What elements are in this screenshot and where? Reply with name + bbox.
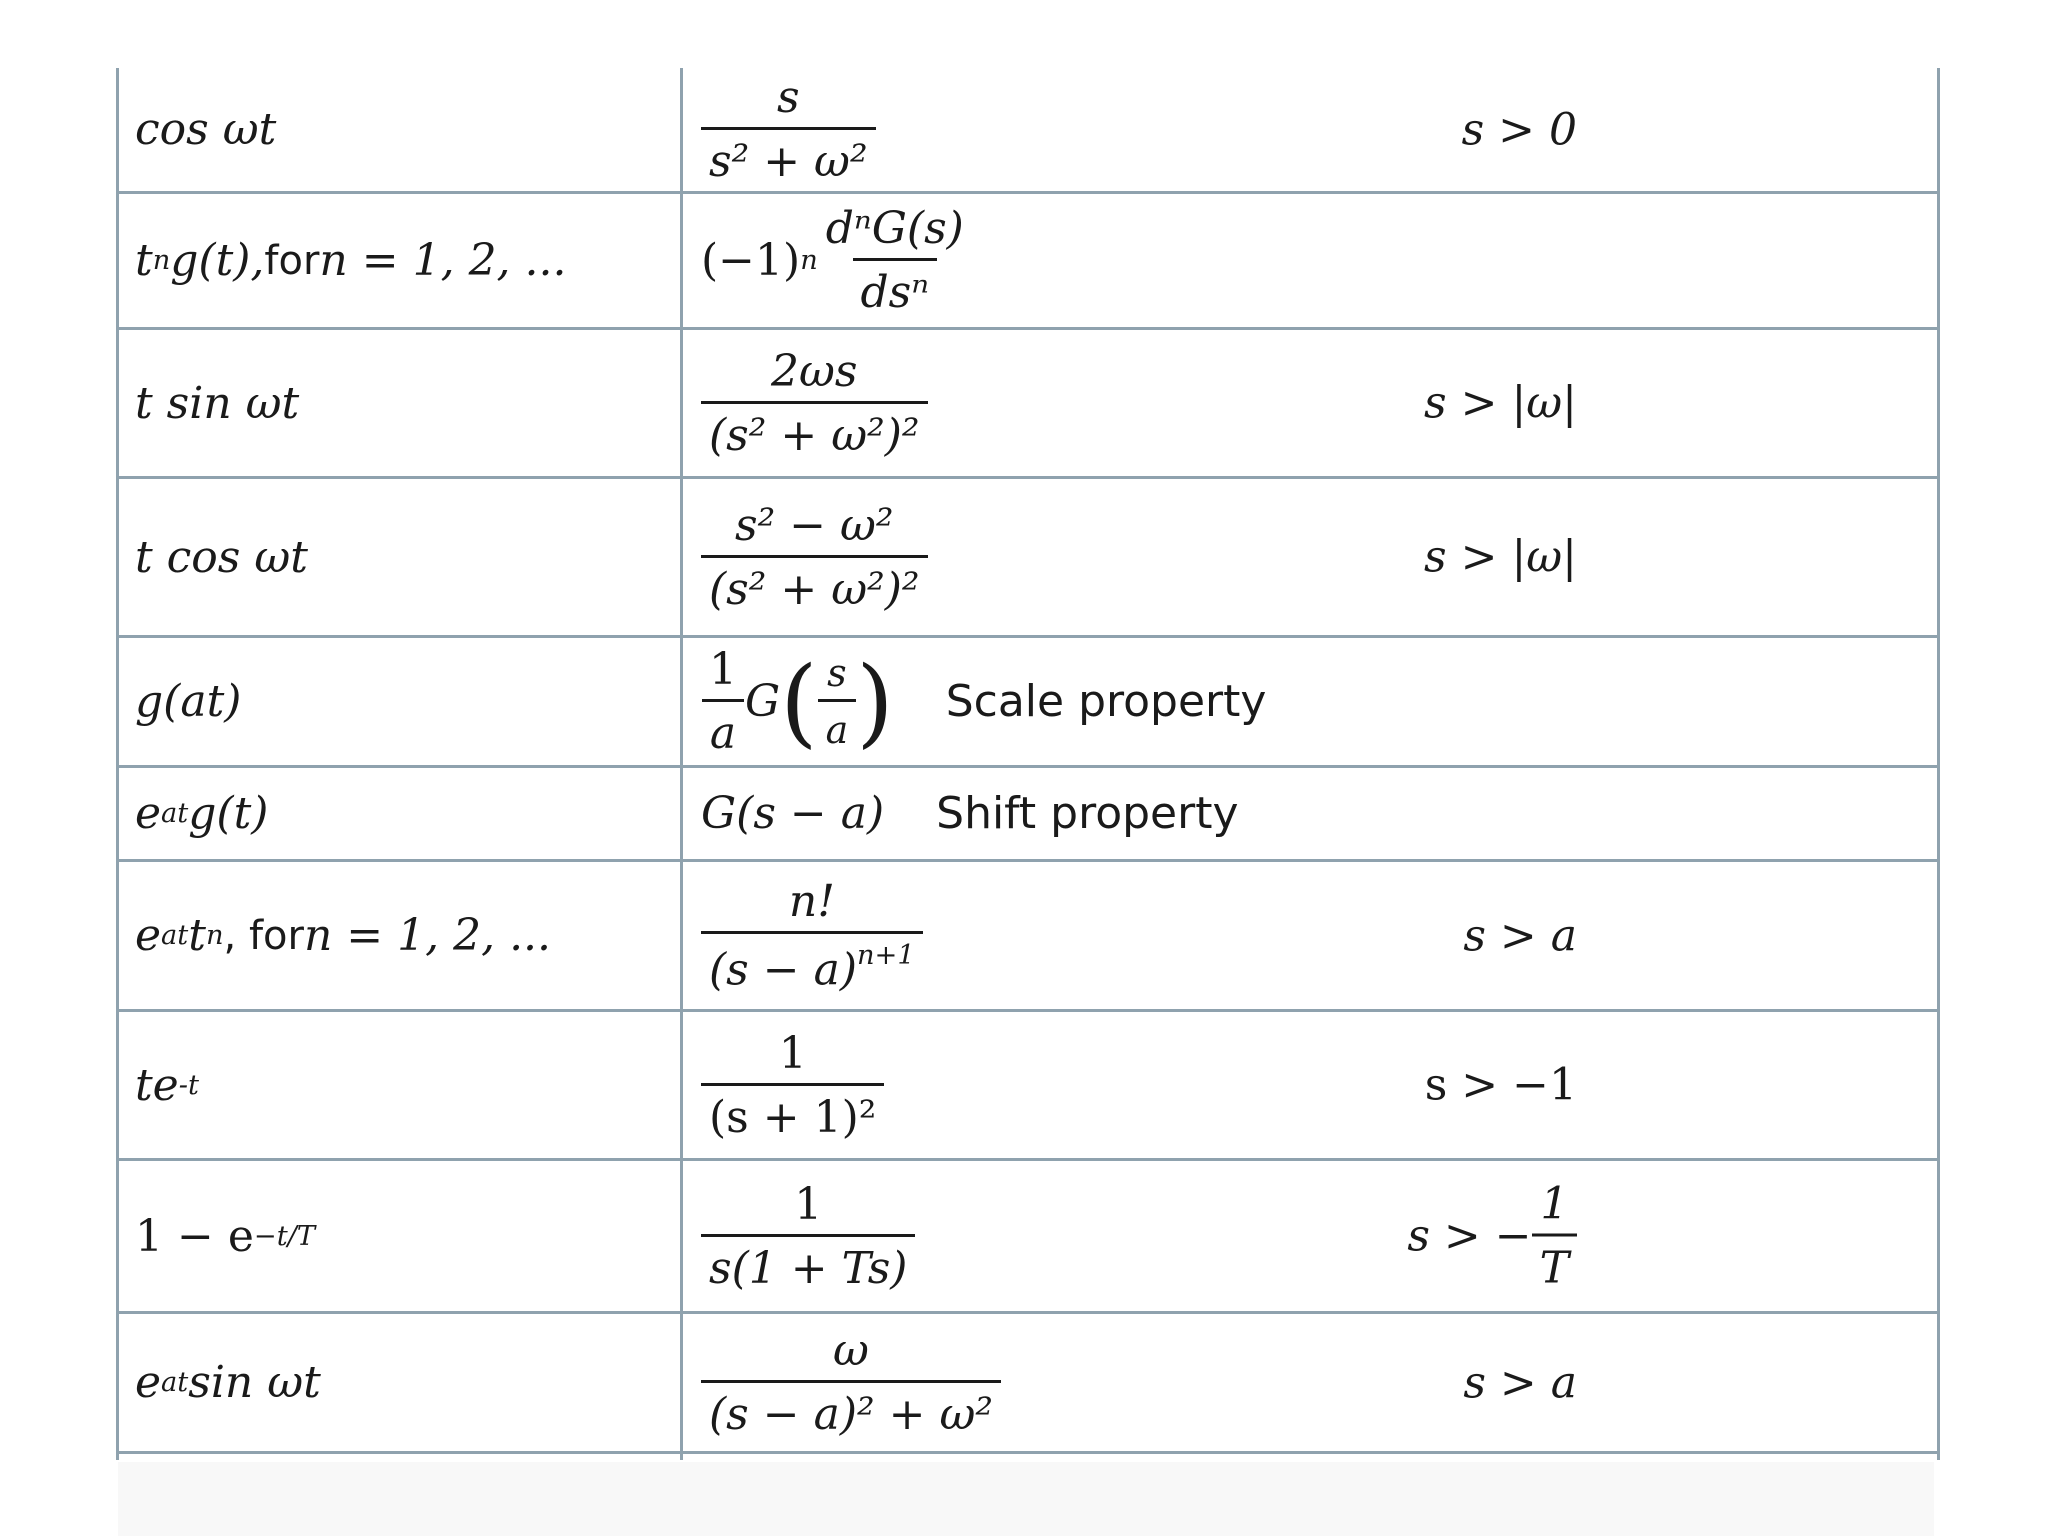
fraction-numerator: 1: [794, 1178, 823, 1230]
function-exponent: at: [161, 798, 189, 829]
region-of-convergence: s > a: [1463, 1357, 1577, 1408]
fraction-numerator: n!: [788, 875, 835, 927]
transform-cell: [683, 330, 1937, 476]
function-expression: t sin ωt: [135, 377, 300, 429]
function-base: t: [135, 235, 153, 286]
table-row: [119, 768, 1937, 862]
transform-cell: [683, 1012, 1937, 1158]
fraction-numerator: s: [776, 72, 800, 123]
function-exponent: n: [152, 245, 171, 276]
transform-cell: [683, 638, 1937, 765]
table-row: [119, 1314, 1937, 1454]
fraction-denominator: a: [702, 699, 744, 759]
function-cell: [119, 330, 683, 476]
fraction-numerator: s² − ω²: [734, 499, 894, 551]
table-row: [119, 68, 1937, 194]
table-row: [119, 1012, 1937, 1161]
fraction-denominator: [701, 931, 923, 995]
transform-fraction: [701, 876, 923, 995]
function-base: e: [135, 1357, 162, 1408]
function-tail: n = 1, 2, ...: [319, 235, 567, 286]
transform-fraction: [701, 346, 928, 461]
transform-cell: [683, 768, 1937, 859]
function-base: te: [135, 1059, 179, 1111]
function-rest: t: [188, 910, 206, 961]
fraction-denominator: (s² + ω²)²: [701, 555, 928, 615]
region-of-convergence: [1407, 1179, 1577, 1294]
transform-fraction: [701, 500, 928, 615]
region-of-convergence: s > −1: [1424, 1059, 1577, 1111]
function-base: e: [135, 910, 162, 961]
transform-fraction: [701, 72, 876, 187]
function-exponent: −t/T: [253, 1220, 316, 1252]
region-of-convergence: s > |ω|: [1424, 377, 1577, 429]
transform-cell: [683, 194, 1937, 327]
denominator-base: (s − a): [709, 944, 857, 996]
function-rest: g(t): [188, 788, 269, 839]
condition-prefix: s > −: [1407, 1210, 1532, 1262]
laplace-transform-table: [116, 68, 1940, 1460]
transform-cell: [683, 1454, 1937, 1460]
fraction-denominator: (s + 1)²: [701, 1083, 884, 1143]
table-row: [119, 862, 1937, 1012]
scale-factor-fraction: [701, 644, 745, 759]
fraction-numerator: 1: [1540, 1178, 1569, 1230]
region-of-convergence: s > |ω|: [1424, 531, 1577, 583]
table-row-truncated: [119, 1454, 1937, 1460]
table-row: [119, 638, 1937, 768]
denominator-exponent: n+1: [856, 939, 915, 971]
argument-fraction: [818, 651, 857, 752]
function-exponent: at: [161, 1367, 189, 1398]
transform-fraction: [818, 203, 972, 318]
fraction-denominator: dsⁿ: [853, 258, 938, 318]
function-rest: g(t),: [170, 235, 265, 286]
function-base: e: [135, 788, 162, 839]
condition-fraction: [1532, 1179, 1577, 1294]
fraction-denominator: s(1 + Ts): [701, 1234, 915, 1294]
function-cell: [119, 68, 683, 191]
function-cell: [119, 638, 683, 765]
transform-cell: [683, 1314, 1937, 1451]
transform-function: G: [745, 676, 781, 727]
function-cell: [119, 1454, 683, 1460]
fraction-numerator: dⁿG(s): [825, 203, 964, 254]
page-footer-band: [118, 1462, 1934, 1536]
function-rest: sin ωt: [188, 1357, 321, 1408]
region-of-convergence: s > 0: [1461, 104, 1577, 155]
transform-prefix: (−1): [701, 235, 801, 286]
fraction-numerator: 2ωs: [771, 345, 858, 397]
table-row: [119, 330, 1937, 479]
function-cell: [119, 1314, 683, 1451]
function-cell: [119, 1012, 683, 1158]
function-base: 1 − e: [135, 1210, 254, 1262]
transform-fraction: [701, 1325, 1001, 1440]
function-exponent: at: [161, 920, 189, 951]
function-cell: [119, 768, 683, 859]
table-row: [119, 479, 1937, 638]
transform-cell: [683, 862, 1937, 1009]
function-exponent: -t: [178, 1069, 199, 1101]
function-note: , for: [223, 912, 304, 959]
transform-cell: [683, 1161, 1937, 1311]
fraction-denominator: T: [1532, 1234, 1577, 1294]
function-expression: t cos ωt: [135, 531, 308, 583]
transform-prefix-exponent: n: [800, 245, 818, 276]
table-row: [119, 194, 1937, 330]
property-note: Shift property: [936, 788, 1239, 839]
function-cell: [119, 862, 683, 1009]
fraction-denominator: (s² + ω²)²: [701, 401, 928, 461]
fraction-numerator: 1: [778, 1027, 807, 1079]
function-expression: g(at): [135, 676, 242, 727]
left-paren: (: [780, 645, 818, 758]
function-tail: n = 1, 2, ...: [303, 910, 552, 961]
transform-fraction: [701, 1179, 915, 1294]
fraction-denominator: (s − a)² + ω²: [701, 1380, 1001, 1440]
fraction-numerator: 1: [709, 644, 737, 695]
function-note: for: [264, 237, 320, 284]
function-cell: [119, 479, 683, 635]
transform-cell: [683, 68, 1937, 191]
fraction-denominator: s² + ω²: [701, 127, 876, 187]
fraction-numerator: ω: [833, 1325, 869, 1376]
fraction-numerator: s: [827, 651, 847, 695]
right-paren: ): [856, 645, 894, 758]
function-expression: cos ωt: [135, 104, 277, 155]
fraction-denominator: a: [818, 699, 857, 752]
function-cell: [119, 194, 683, 327]
function-exponent: n: [205, 920, 224, 951]
transform-fraction: [701, 1028, 884, 1143]
function-cell: [119, 1161, 683, 1311]
transform-cell: [683, 479, 1937, 635]
transform-expression: G(s − a): [701, 788, 885, 839]
property-note: Scale property: [945, 676, 1267, 727]
region-of-convergence: s > a: [1463, 910, 1577, 961]
table-row: [119, 1161, 1937, 1314]
